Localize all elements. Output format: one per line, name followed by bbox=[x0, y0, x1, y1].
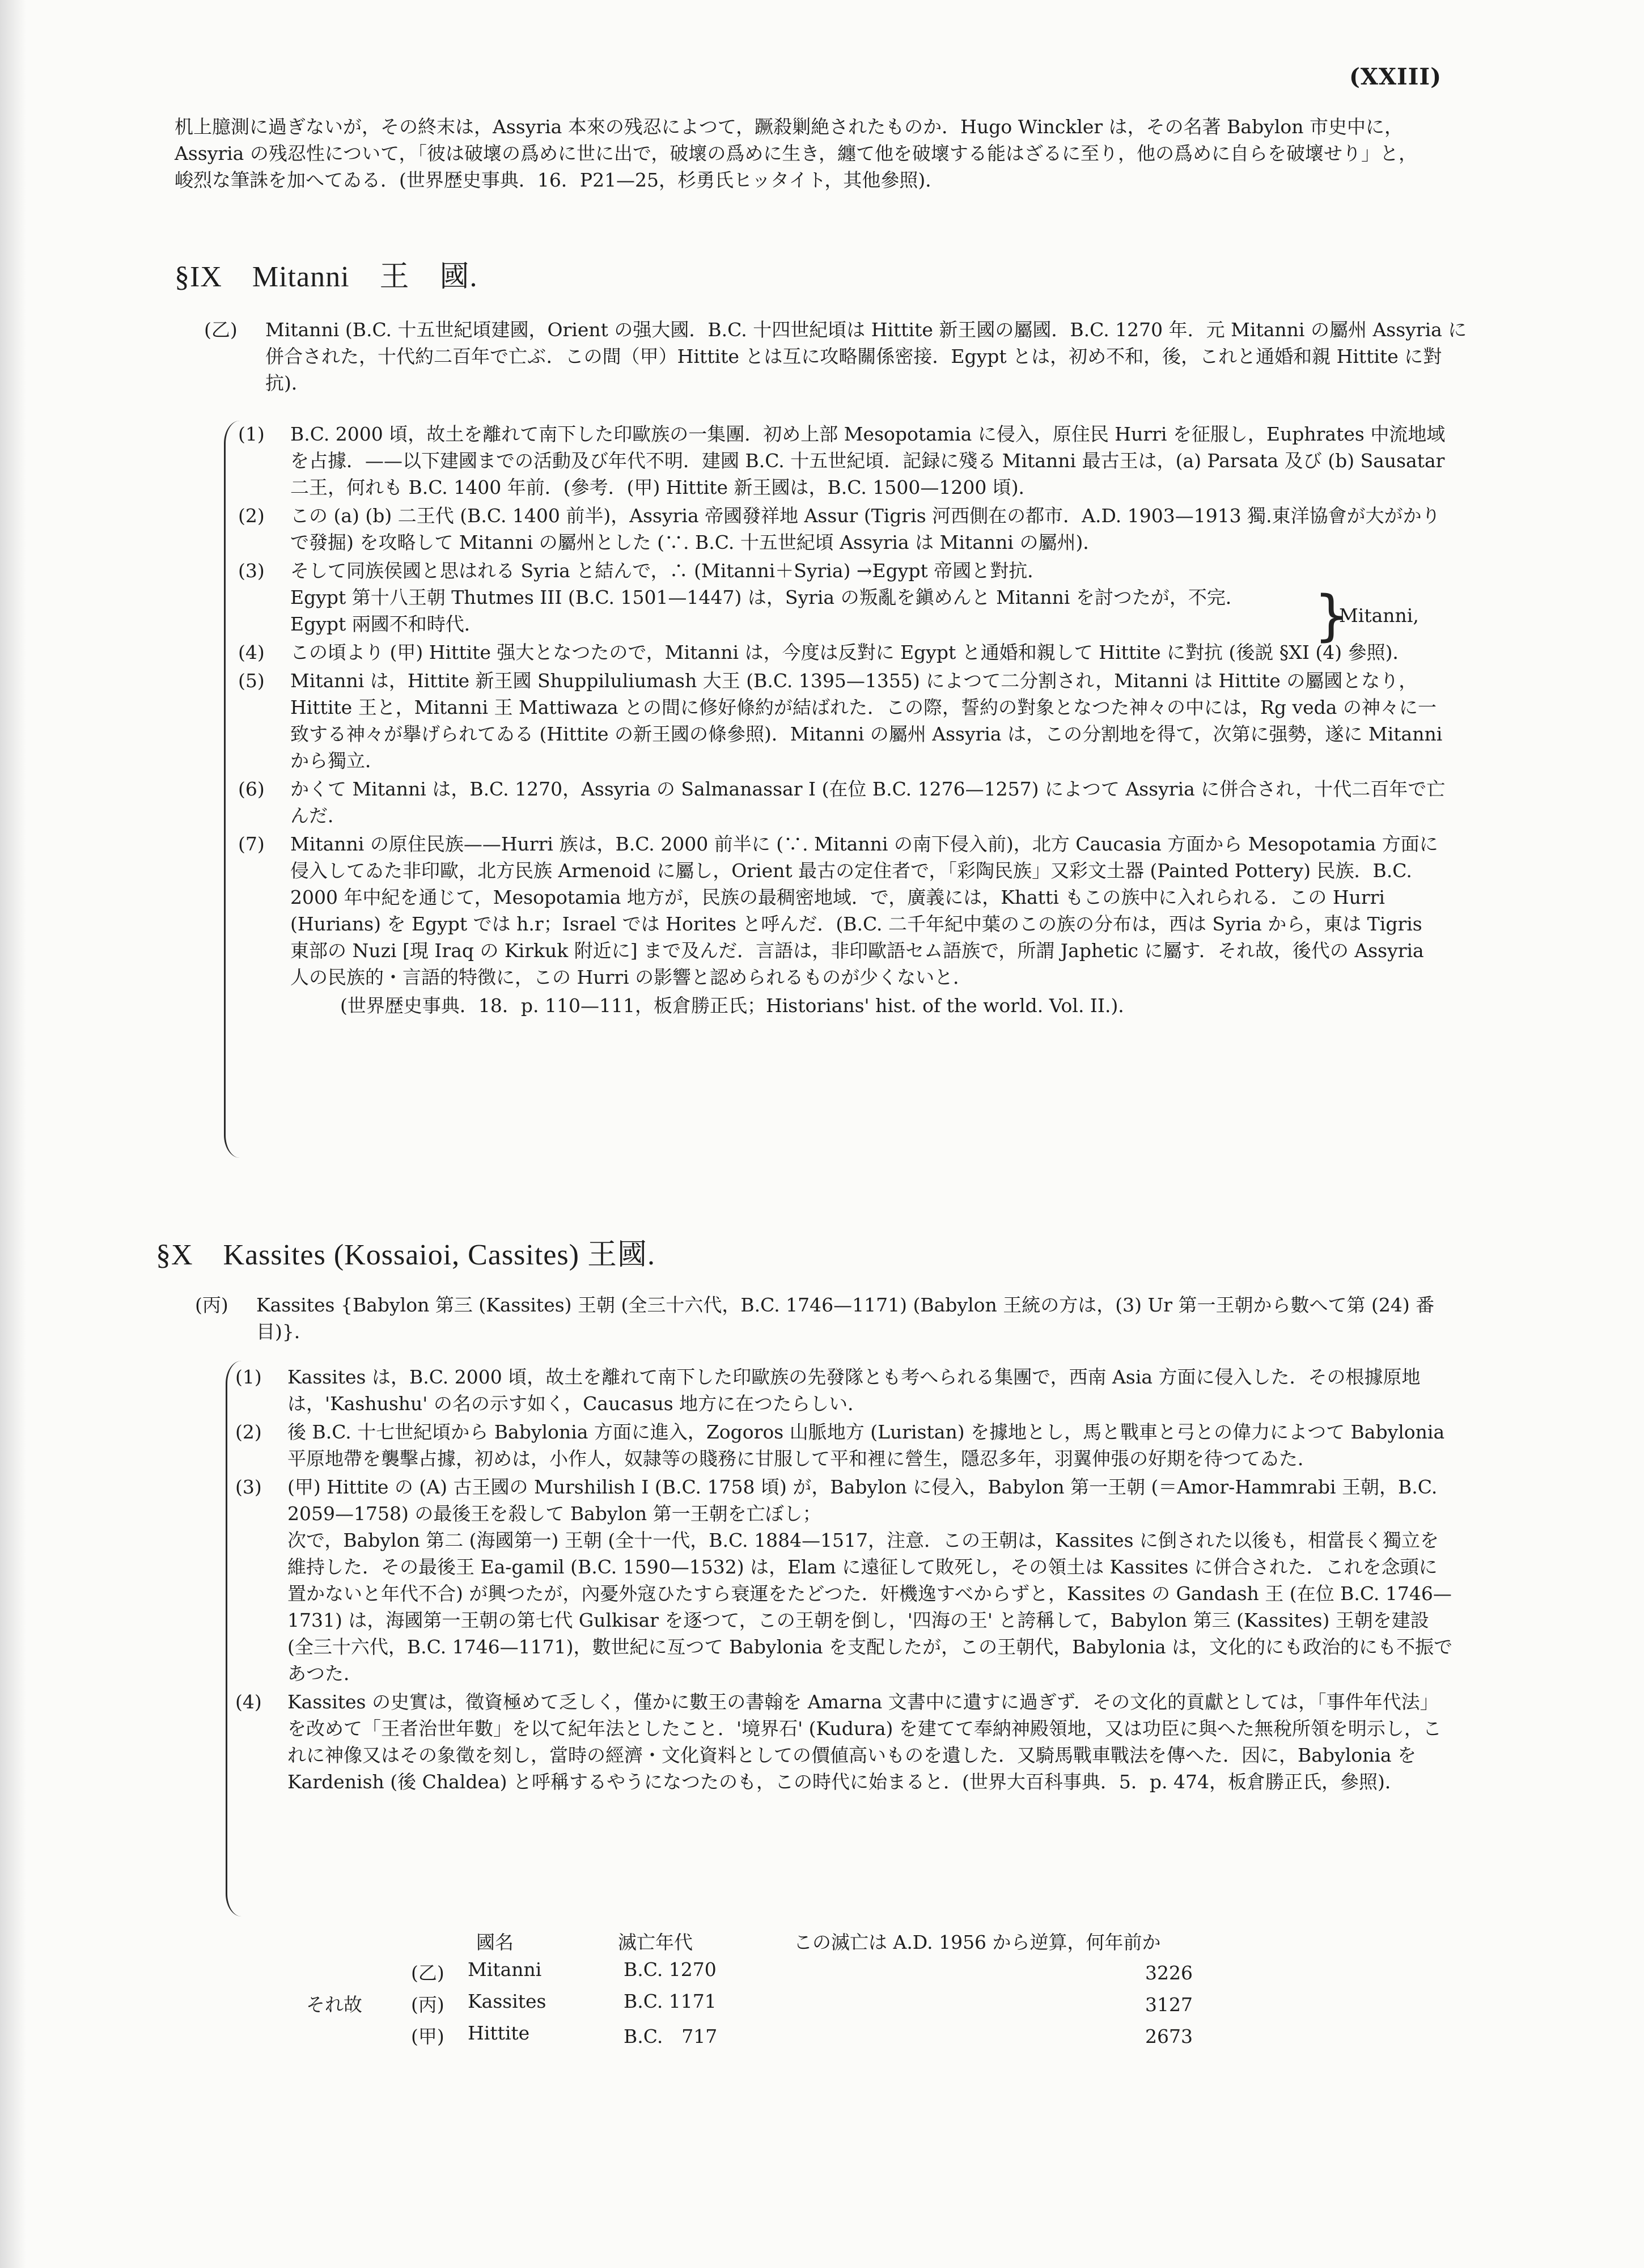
list-item bbox=[238, 639, 1446, 666]
summary-prefix: それ故 bbox=[306, 1994, 362, 2016]
row-years-ago: 2673 bbox=[1145, 2025, 1193, 2047]
source-citation: (世界歴史事典．18．p. 110—111，板倉勝正氏；Historians' hist. of the world. Vol. II.)． bbox=[340, 995, 1137, 1017]
row-year: B.C. 1171 bbox=[624, 1990, 717, 2012]
item-number: (2) bbox=[235, 1421, 262, 1443]
lead-mark: (乙) bbox=[204, 319, 238, 341]
item-text: 後 B.C. 十七世紀頃から Babylonia 方面に進入，Zogoros 山脈地方 (Luristan) を據地とし，馬と戰車と弓との偉力によつて Babylonia 平原地帶を襲擊占據，初めは，小作人，奴隷等の賤務に甘服して平和裡に營生，隱忍多年，羽翼伸張の好期を待つてゐた． bbox=[287, 1421, 1445, 1470]
row-year: B.C. 1270 bbox=[624, 1958, 717, 1981]
item-number: (3) bbox=[235, 1476, 262, 1498]
row-country: Kassites bbox=[468, 1990, 546, 2012]
item-text: Mitanni の原住民族——Hurri 族は，B.C. 2000 前半に (∵. Mitanni の南下侵入前)，北方 Caucasia 方面から Mesopotamia 方面に侵入してゐた非印歐，北方民族 Armenoid に屬し，Orient 最古の定住者で，「彩陶民族」又彩文土器 (Painted Pottery) 民族．B.C. 2000 年中紀を通じて，Mesopotamia 地方が，民族の最稠密地域．で，廣義には，Khatti もこの族中に入れられる．この Hurri (Hurians) を Egypt では h.r；Israel では Horites と呼んだ．(B.C. 二千年紀中葉のこの族の分布は，西は Syria から，東は Tigris 東部の Nuzi [現 Iraq の Kirkuk 附近に] まで及んだ．言語は，非印歐語セム語族で，所謂 Japhetic に屬す．それ故，後代の Assyria 人の民族的・言語的特徴に，この Hurri の影響と認められるものが少くないと． bbox=[290, 833, 1438, 988]
list-item bbox=[235, 1689, 1454, 1795]
lead-mark: (丙) bbox=[195, 1294, 228, 1316]
list-item bbox=[238, 557, 1446, 637]
row-years-ago: 3127 bbox=[1145, 1994, 1193, 2016]
list-item bbox=[238, 831, 1446, 991]
item-text: Kassites の史實は，徵資極めて乏しく，僅かに數王の書翰を Amarna 文書中に遺すに過ぎず．その文化的貢獻としては，「事件年代法」を改めて「王者治世年數」を以て紀年法としたこと．'境界石' (Kudura) を建てて奉納神殿領地，又は功臣に與へた無稅所領を明示し，これに神像又はその象徵を刻し，當時の經濟・文化資料としての價値高いものを遺した．又騎馬戰車戰法を傳へた．因に，Babylonia を Kardenish (後 Chaldea) と呼稱するやうになつたのも，この時代に始まると．(世界大百科事典．5．p. 474，板倉勝正氏，參照)． bbox=[287, 1691, 1442, 1793]
item-text: Mitanni は，Hittite 新王國 Shuppiluliumash 大王 (B.C. 1395—1355) によつて二分割され，Mitanni は Hittite の屬國となり，Hittite 王と，Mitanni 王 Mattiwaza との間に修好條約が結ばれた．この際，誓約の對象となつた神々の中には，Rg veda の神々に一致する神々が擧げられてゐる (Hittite の新王國の條參照)．Mitanni の屬州 Assyria は，この分割地を得て，次第に强勢，遂に Mitanni から獨立． bbox=[290, 670, 1443, 772]
item-number: (6) bbox=[238, 778, 265, 800]
row-mark: (乙) bbox=[411, 1962, 444, 1984]
item-text: この (a) (b) 二王代 (B.C. 1400 前半)，Assyria 帝國發祥地 Assur (Tigris 河西側在の都市．A.D. 1903—1913 獨.東洋協會が大がかりで發掘) を攻略して Mitanni の屬州とした (∵. B.C. 十五世紀頃 Assyria は Mitanni の屬州)． bbox=[290, 505, 1440, 553]
header-fall-year: 滅亡年代 bbox=[618, 1931, 693, 1953]
item-text: この頃より (甲) Hittite 强大となつたので，Mitanni は，今度は反對に Egypt と通婚和親して Hittite に對抗 (後説 §XI (4) 參照)． bbox=[290, 641, 1412, 663]
header-country: 國名 bbox=[476, 1931, 514, 1953]
item-number: (2) bbox=[238, 505, 265, 527]
list-item bbox=[238, 667, 1446, 774]
item-number: (7) bbox=[238, 833, 265, 855]
intro-paragraph: 机上臆測に過ぎないが，その終末は，Assyria 本來の残忍によつて，蹶殺剿絶されたものか．Hugo Winckler は，その名著 Babylon 市史中に，Assyria の残忍性について，「彼は破壞の爲めに世に出で，破壞の爲めに生き，纏て他を破壞する能はざるに至り，他の爲めに自らを破壞せり」と，峻烈な筆誅を加へてゐる．(世界歴史事典．16．P21—25，杉勇氏ヒッタイト，其他參照)． bbox=[175, 116, 1418, 191]
row-country: Mitanni bbox=[468, 1958, 542, 1981]
section-lead-kassites bbox=[195, 1292, 1475, 1345]
item-number: (4) bbox=[235, 1691, 262, 1713]
section-lead-mitanni bbox=[204, 316, 1473, 396]
section-title-kassites: §X Kassites (Kossaioi, Cassites) 王國. bbox=[156, 1239, 655, 1271]
item-number: (3) bbox=[238, 560, 265, 582]
list-item bbox=[238, 776, 1446, 829]
item-list-kassites bbox=[235, 1364, 1454, 1797]
list-item bbox=[235, 1474, 1454, 1687]
lead-text: Mitanni (B.C. 十五世紀頃建國，Orient の强大國．B.C. 十四世紀頃は Hittite 新王國の屬國．B.C. 1270 年．元 Mitanni の屬州 Assyria に併合された，十代約二百年で亡ぶ．この間（甲）Hittite とは互に攻略關係密接．Egypt とは，初め不和，後，これと通婚和親 Hittite に對抗)． bbox=[265, 319, 1467, 394]
item-list-mitanni bbox=[238, 421, 1446, 1019]
row-country: Hittite bbox=[468, 2022, 530, 2044]
item-number: (4) bbox=[238, 641, 265, 663]
item-text: そして同族侯國と思はれる Syria と結んで，∴ (Mitanni＋Syria) →Egypt 帝國と對抗． Egypt 第十八王朝 Thutmes III (B.C. 1501—1447) は，Syria の叛亂を鎭めんと Mitanni を討つたが，不完． Egypt 兩國不和時代． bbox=[290, 560, 1244, 635]
row-years-ago: 3226 bbox=[1145, 1962, 1193, 1984]
header-years-ago: この滅亡は A.D. 1956 から逆算，何年前か bbox=[794, 1931, 1161, 1953]
item-number: (1) bbox=[238, 423, 265, 445]
item-text: (甲) Hittite の (A) 古王國の Murshilish I (B.C. 1758 頃) が，Babylon に侵入，Babylon 第一王朝 (＝Amor-Hammrabi 王朝，B.C. 2059—1758) の最後王を殺して Babylon 第一王朝を亡ぼし； 次で，Babylon 第二 (海國第一) 王朝 (全十一代，B.C. 1884—1517，注意．この王朝は，Kassites に倒された以後も，相當長く獨立を維持した．その最後王 Ea-gamil (B.C. 1590—1532) は，Elam に遠征して敗死し，その領土は Kassites に併合された．これを念頭に置かないと年代不合) が興つたが，內憂外寇ひたすら衰運をたどつた．奸機逸すべからずと，Kassites の Gandash 王 (在位 B.C. 1746—1731) は，海國第一王朝の第七代 Gulkisar を逐つて，この王朝を倒し，'四海の王' と誇稱して，Babylon 第三 (Kassites) 王朝を建設 (全三十六代，B.C. 1746—1171)，數世紀に亙つて Babylonia を支配したが，この王朝代，Babylonia は，文化的にも政治的にも不振であつた． bbox=[287, 1476, 1453, 1685]
row-mark: (丙) bbox=[411, 1994, 444, 2016]
row-year: B.C. 717 bbox=[624, 2025, 718, 2047]
item-text: B.C. 2000 頃，故土を離れて南下した印歐族の一集團．初め上部 Mesopotamia に侵入，原住民 Hurri を征服し，Euphrates 中流地域を占據．——以下建國までの活動及び年代不明．建國 B.C. 十五世紀頃．記録に殘る Mitanni 最古王は，(a) Parsata 及び (b) Sausatar 二王，何れも B.C. 1400 年前．(參考．(甲) Hittite 新王國は，B.C. 1500—1200 頃)． bbox=[290, 423, 1446, 498]
section-title-mitanni: §IX Mitanni 王 國. bbox=[175, 261, 478, 293]
summary-table bbox=[306, 1928, 1270, 2064]
row-mark: (甲) bbox=[411, 2025, 444, 2047]
list-item bbox=[235, 1419, 1454, 1472]
list-item bbox=[235, 1364, 1454, 1417]
side-label-mitanni: Mitanni, bbox=[1339, 604, 1419, 627]
item-text: Kassites は，B.C. 2000 頃，故土を離れて南下した印歐族の先發隊とも考へられる集團で，西南 Asia 方面に侵入した．その根據原地は，'Kashushu' の名の示す如く，Caucasus 地方に在つたらしい． bbox=[287, 1366, 1421, 1415]
item-number: (1) bbox=[235, 1366, 262, 1388]
page-number: (XXIII) bbox=[1349, 64, 1442, 90]
list-item bbox=[238, 421, 1446, 501]
item-number: (5) bbox=[238, 670, 265, 692]
side-brace: } bbox=[1314, 584, 1349, 648]
scan-edge-shadow bbox=[0, 0, 26, 2268]
item-text: かくて Mitanni は，B.C. 1270，Assyria の Salmanassar I (在位 B.C. 1276—1257) によつて Assyria に併合され，十代二百年で亡んだ． bbox=[290, 778, 1446, 827]
lead-text: Kassites {Babylon 第三 (Kassites) 王朝 (全三十六代，B.C. 1746—1171) (Babylon 王統の方は，(3) Ur 第一王朝から數へて第 (24) 番目)}． bbox=[256, 1294, 1435, 1343]
list-item bbox=[238, 502, 1446, 556]
